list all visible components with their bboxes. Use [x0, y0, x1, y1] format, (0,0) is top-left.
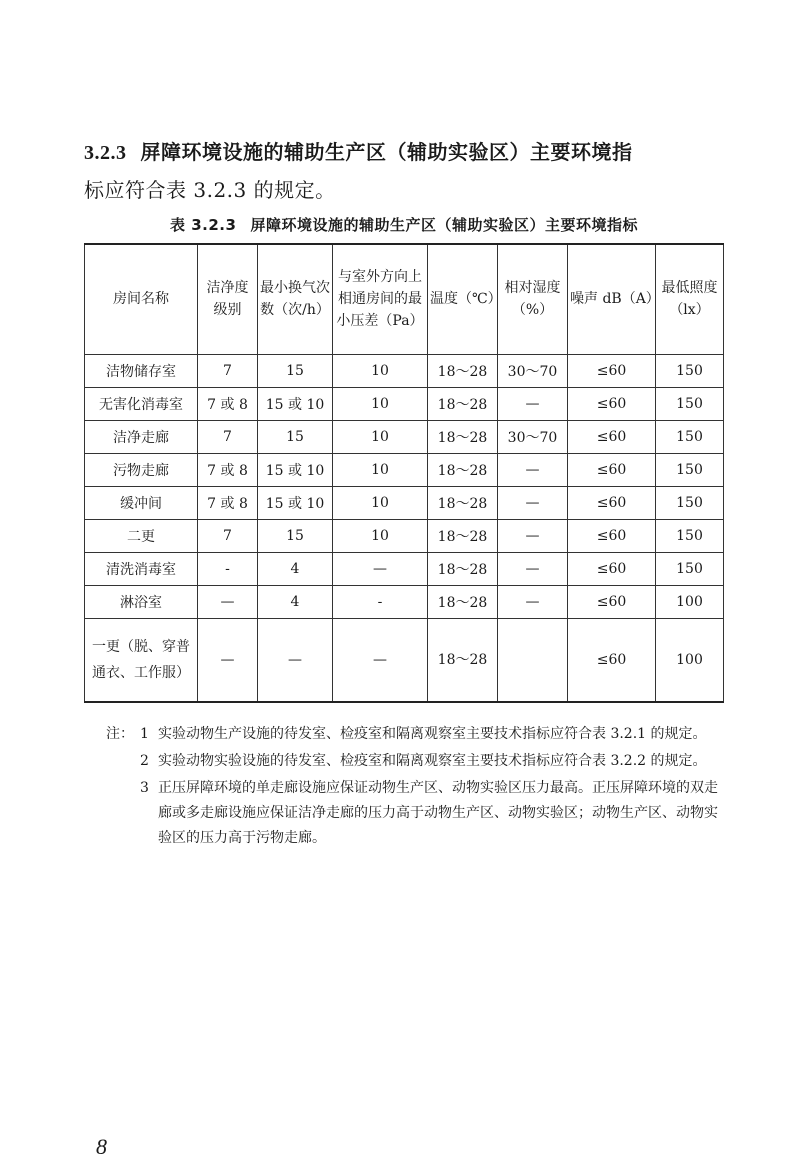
cell-temperature: 18～28	[428, 552, 498, 585]
cell-illuminance: 100	[656, 618, 724, 702]
cell-room: 清洗消毒室	[85, 552, 198, 585]
cell-humidity: —	[498, 486, 568, 519]
cell-noise: ≤60	[568, 519, 656, 552]
table-row	[85, 618, 724, 702]
cell-illuminance: 150	[656, 387, 724, 420]
cell-cleanliness: 7	[198, 420, 258, 453]
cell-room: 二更	[85, 519, 198, 552]
cell-pressure: 10	[333, 519, 428, 552]
cell-humidity: —	[498, 387, 568, 420]
note-number: 1	[140, 726, 149, 742]
cell-cleanliness: 7 或 8	[198, 387, 258, 420]
section-heading: 屏障环境设施的辅助生产区（辅助实验区）主要环境指	[140, 140, 633, 164]
cell-humidity: —	[498, 453, 568, 486]
table-row	[85, 420, 724, 453]
table-notes	[106, 722, 726, 853]
cell-air-changes: 15	[258, 420, 333, 453]
cell-temperature: 18～28	[428, 420, 498, 453]
cell-pressure: 10	[333, 420, 428, 453]
table-title: 屏障环境设施的辅助生产区（辅助实验区）主要环境指标	[250, 216, 638, 234]
cell-pressure: —	[333, 552, 428, 585]
note-number: 3	[140, 780, 149, 796]
page-number: 8	[96, 1134, 107, 1159]
cell-cleanliness: —	[198, 585, 258, 618]
cell-noise: ≤60	[568, 453, 656, 486]
note-item	[106, 722, 726, 747]
cell-room: 污物走廊	[85, 453, 198, 486]
cell-room: 一更（脱、穿普通衣、工作服）	[85, 618, 198, 702]
cell-air-changes: 15 或 10	[258, 486, 333, 519]
table-row	[85, 354, 724, 387]
cell-illuminance: 100	[656, 585, 724, 618]
cell-temperature: 18～28	[428, 585, 498, 618]
cell-noise: ≤60	[568, 387, 656, 420]
cell-illuminance: 150	[656, 420, 724, 453]
section-text: 标应符合表 3.2.3 的规定。	[84, 178, 336, 202]
table-row	[85, 585, 724, 618]
cell-air-changes: —	[258, 618, 333, 702]
table-row	[85, 387, 724, 420]
col-header-temperature: 温度（℃）	[428, 244, 498, 354]
cell-air-changes: 15	[258, 519, 333, 552]
cell-temperature: 18～28	[428, 453, 498, 486]
col-header-pressure: 与室外方向上相通房间的最小压差（Pa）	[333, 244, 428, 354]
table-row	[85, 519, 724, 552]
cell-room: 洁物储存室	[85, 354, 198, 387]
note-text: 正压屏障环境的单走廊设施应保证动物生产区、动物实验区压力最高。正压屏障环境的双走廊或多走廊设施应保证洁净走廊的压力高于动物生产区、动物实验区；动物生产区、动物实验区的压力高于污物走廊。	[158, 780, 718, 846]
note-item	[106, 776, 726, 851]
cell-cleanliness: 7	[198, 519, 258, 552]
cell-illuminance: 150	[656, 552, 724, 585]
cell-humidity: 30～70	[498, 420, 568, 453]
cell-cleanliness: -	[198, 552, 258, 585]
note-number: 2	[140, 753, 149, 769]
table-row	[85, 486, 724, 519]
cell-air-changes: 4	[258, 585, 333, 618]
cell-room: 洁净走廊	[85, 420, 198, 453]
cell-air-changes: 4	[258, 552, 333, 585]
cell-room: 无害化消毒室	[85, 387, 198, 420]
cell-room: 淋浴室	[85, 585, 198, 618]
cell-humidity: —	[498, 585, 568, 618]
cell-air-changes: 15	[258, 354, 333, 387]
cell-temperature: 18～28	[428, 519, 498, 552]
cell-humidity: 30～70	[498, 354, 568, 387]
cell-pressure: 10	[333, 387, 428, 420]
col-header-cleanliness: 洁净度级别	[198, 244, 258, 354]
col-header-air-changes: 最小换气次数（次/h）	[258, 244, 333, 354]
note-text: 实验动物实验设施的待发室、检疫室和隔离观察室主要技术指标应符合表 3.2.2 的规定。	[158, 753, 707, 769]
cell-room: 缓冲间	[85, 486, 198, 519]
cell-cleanliness: 7	[198, 354, 258, 387]
table-row	[85, 552, 724, 585]
cell-noise: ≤60	[568, 420, 656, 453]
cell-noise: ≤60	[568, 486, 656, 519]
cell-illuminance: 150	[656, 519, 724, 552]
cell-cleanliness: —	[198, 618, 258, 702]
cell-pressure: 10	[333, 486, 428, 519]
cell-pressure: 10	[333, 354, 428, 387]
cell-illuminance: 150	[656, 354, 724, 387]
section-number: 3.2.3	[84, 142, 127, 164]
col-header-noise: 噪声 dB（A）	[568, 244, 656, 354]
cell-illuminance: 150	[656, 486, 724, 519]
cell-noise: ≤60	[568, 585, 656, 618]
cell-noise: ≤60	[568, 618, 656, 702]
table-number: 表 3.2.3	[170, 216, 237, 234]
cell-noise: ≤60	[568, 552, 656, 585]
col-header-room: 房间名称	[85, 244, 198, 354]
cell-humidity: —	[498, 552, 568, 585]
cell-pressure: —	[333, 618, 428, 702]
notes-label: 注：	[106, 726, 134, 742]
table-row	[85, 453, 724, 486]
cell-cleanliness: 7 或 8	[198, 453, 258, 486]
cell-humidity	[498, 618, 568, 702]
section-3-2-3	[84, 134, 724, 209]
environment-table	[84, 243, 724, 703]
col-header-illuminance: 最低照度（lx）	[656, 244, 724, 354]
cell-pressure: 10	[333, 453, 428, 486]
cell-illuminance: 150	[656, 453, 724, 486]
cell-cleanliness: 7 或 8	[198, 486, 258, 519]
cell-temperature: 18～28	[428, 618, 498, 702]
cell-noise: ≤60	[568, 354, 656, 387]
table-caption	[84, 214, 724, 235]
note-item	[106, 749, 726, 774]
cell-temperature: 18～28	[428, 354, 498, 387]
cell-air-changes: 15 或 10	[258, 387, 333, 420]
note-text: 实验动物生产设施的待发室、检疫室和隔离观察室主要技术指标应符合表 3.2.1 的规定。	[158, 726, 707, 742]
cell-temperature: 18～28	[428, 486, 498, 519]
cell-air-changes: 15 或 10	[258, 453, 333, 486]
cell-pressure: -	[333, 585, 428, 618]
cell-temperature: 18～28	[428, 387, 498, 420]
col-header-humidity: 相对湿度（%）	[498, 244, 568, 354]
table-header-row	[85, 244, 724, 354]
cell-humidity: —	[498, 519, 568, 552]
